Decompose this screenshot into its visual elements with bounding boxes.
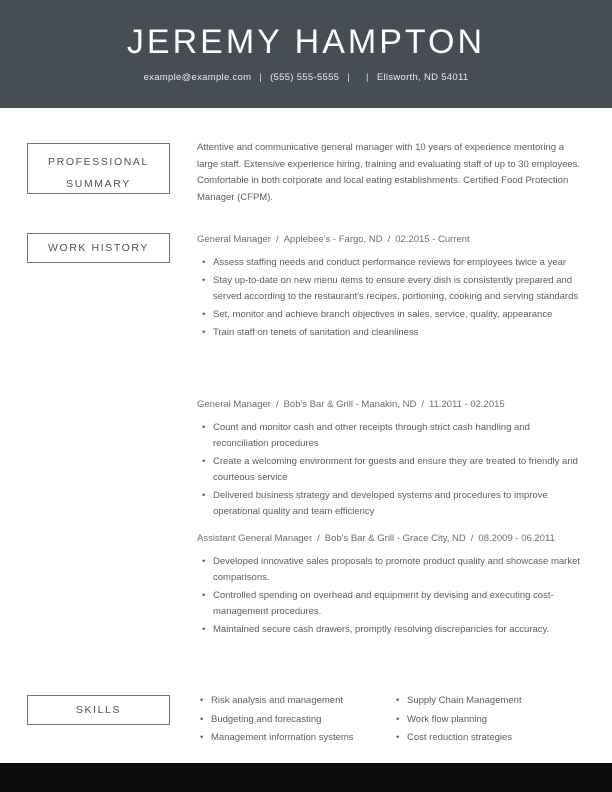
skill-item: • Management information systems (197, 729, 393, 748)
job-separator: / (387, 234, 391, 245)
contact-phone: (555) 555-5555 (270, 72, 340, 83)
job-bullet: • Stay up-to-date on new menu items to ensure every dish is consistently prepared and served according to the restaurant's recipes, portioning, cooking and serving standards (197, 273, 587, 305)
job-heading (197, 397, 587, 413)
job-bullet-list (197, 255, 587, 341)
skill-item: • Budgeting and forecasting (197, 711, 393, 730)
job-dates: 02.2015 - Current (395, 234, 470, 245)
skill-item: • Supply Chain Management (393, 692, 522, 711)
contact-separator: | (259, 72, 263, 83)
summary-text: Attentive and communicative general manager with 10 years of experience mentoring a large staff. Extensive experience hiring, training and evaluating staff of up to 30 employees. Comfortable in both corporate and local eating establishments. Certified Food Protection Manager (CFPM). (197, 142, 581, 203)
job-bullet: • Count and monitor cash and other receipts through strict cash handling and reconciliation procedures (197, 420, 587, 452)
job-bullet: • Controlled spending on overhead and equipment by devising and executing cost-management procedures. (197, 588, 587, 620)
job-bullet-list (197, 554, 587, 638)
skill-item: • Work flow planning (393, 711, 522, 730)
skill-item: • Risk analysis and management (197, 692, 393, 711)
skills-lists (197, 692, 589, 748)
job-entry (197, 531, 587, 640)
contact-separator: | (347, 72, 351, 83)
job-title: General Manager (197, 399, 271, 410)
job-bullet: • Train staff on tenets of sanitation and cleanliness (197, 325, 587, 341)
header-band (0, 0, 612, 108)
skills-column-left (197, 692, 393, 748)
contact-separator: | (366, 72, 369, 83)
section-label-text: PROFESSIONAL (48, 156, 149, 168)
job-company: Bob's Bar & Grill - Manakin, ND (283, 399, 417, 410)
job-heading (197, 531, 587, 547)
job-heading (197, 232, 587, 248)
job-entry (197, 232, 587, 343)
section-label-work-history: WORK HISTORY (27, 233, 170, 263)
job-separator: / (275, 399, 279, 410)
skills-column-right (393, 692, 522, 748)
skill-item: • Cost reduction strategies (393, 729, 522, 748)
job-title: General Manager (197, 234, 271, 245)
job-company: Bob's Bar & Grill - Grace City, ND (324, 533, 466, 544)
job-bullet: • Create a welcoming environment for guests and ensure they are treated to friendly and courteous service (197, 454, 587, 486)
job-bullet: • Set, monitor and achieve branch objectives in sales, service, quality, appearance (197, 307, 587, 323)
job-bullet: • Maintained secure cash drawers, promptly resolving discrepancies for accuracy. (197, 622, 587, 638)
contact-line (0, 72, 612, 83)
contact-location: Ellsworth, ND 54011 (376, 72, 469, 83)
job-dates: 11.2011 - 02.2015 (428, 399, 505, 410)
section-label-professional-summary (27, 143, 170, 194)
job-title: Assistant General Manager (197, 533, 313, 544)
job-separator: / (317, 533, 320, 544)
job-separator: / (470, 533, 474, 544)
job-bullet: • Developed innovative sales proposals to promote product quality and showcase market comparisons. (197, 554, 587, 586)
job-dates: 08.2009 - 06.2011 (478, 533, 555, 544)
job-separator: / (421, 399, 424, 410)
section-label-skills: SKILLS (27, 695, 170, 725)
job-entry (197, 397, 587, 522)
job-company: Applebee's - Fargo, ND (283, 234, 383, 245)
job-bullet: • Delivered business strategy and developed systems and procedures to improve operational quality and team efficiency (197, 488, 587, 520)
footer-bar (0, 763, 612, 792)
name-heading: JEREMY HAMPTON (126, 23, 486, 61)
contact-email: example@example.com (143, 72, 252, 83)
job-bullet: • Assess staffing needs and conduct performance reviews for employees twice a year (197, 255, 587, 271)
job-bullet-list (197, 420, 587, 520)
section-label-text: SUMMARY (66, 178, 131, 190)
job-separator: / (275, 234, 279, 245)
